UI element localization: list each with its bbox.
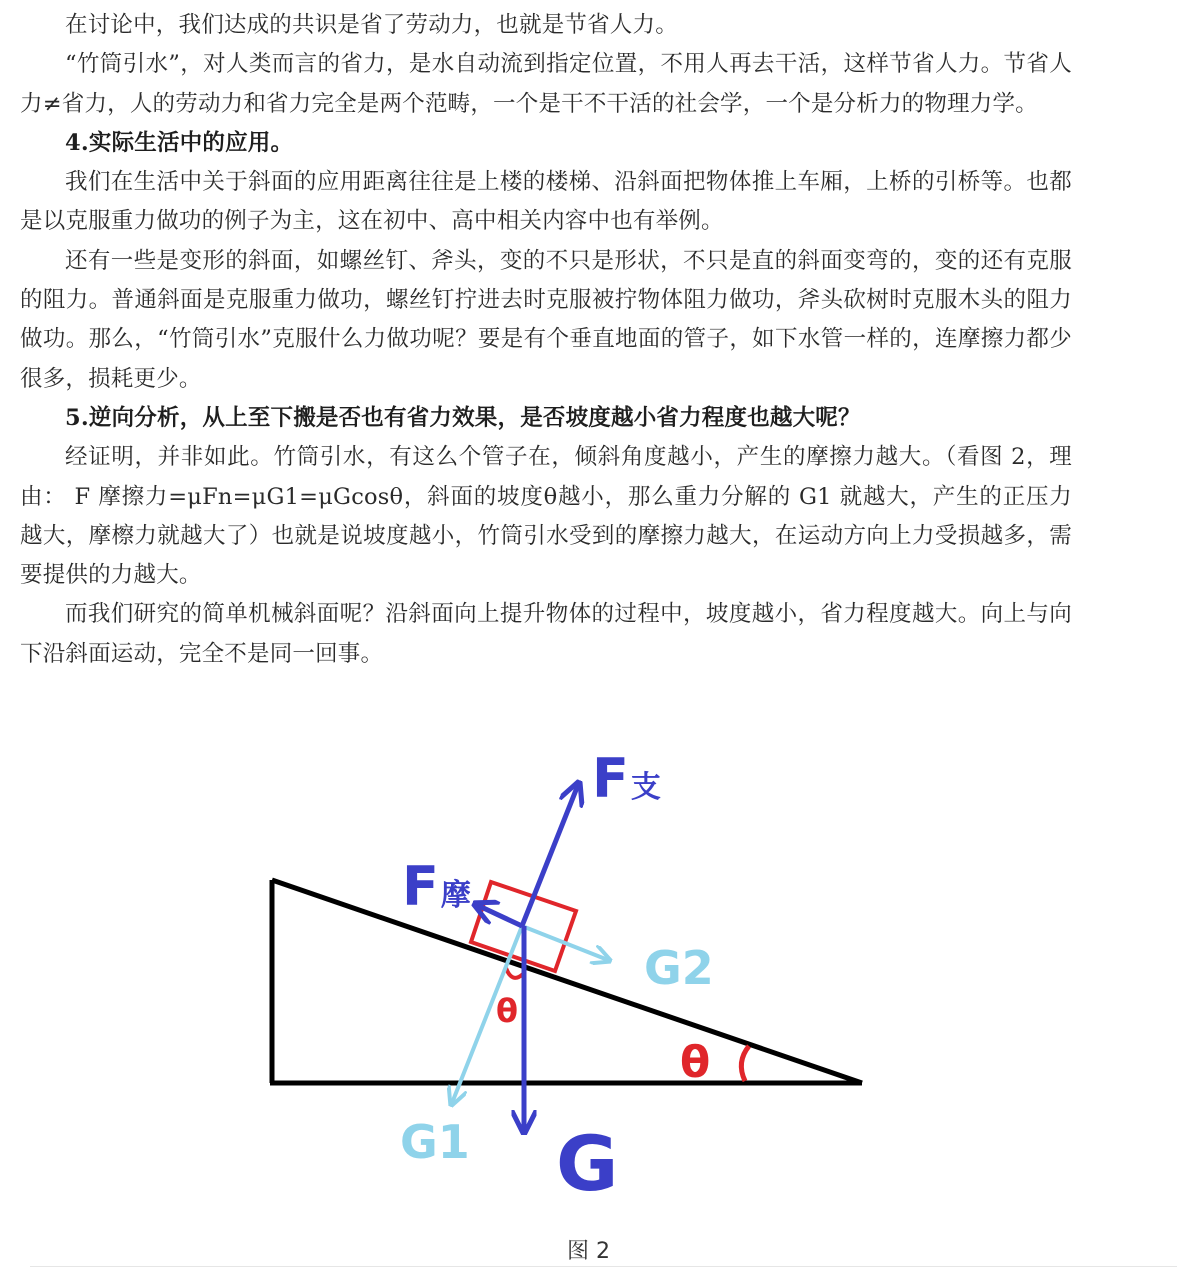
gravity-label: G [556,1119,619,1200]
g1-label: G1 [400,1115,470,1169]
section-heading: 4.实际生活中的应用。 [65,129,294,156]
support-force-arrow [522,785,578,926]
support-force-label: F支 [592,747,661,810]
theta-small-label: θ [496,992,518,1030]
angle-arc-small [506,968,523,978]
paragraph: 还有一些是变形的斜面，如螺丝钉、斧头，变的不只是形状，不只是直的斜面变弯的，变的还有克服的阻力。普通斜面是克服重力做功，螺丝钉拧进去时克服被拧物体阻力做功，斧头砍树时克服木头的阻力做功。那么，“竹筒引水”克服什么力做功呢？要是有个垂直地面的管子，如下水管一样的，连摩擦力都少很多，损耗更少。 [20,247,1072,392]
page-divider [30,1266,1177,1267]
figure-caption: 图 2 [567,1239,610,1264]
g2-label: G2 [644,941,714,995]
incline-slope-edge [272,880,862,1083]
paragraph: “竹筒引水”，对人类而言的省力，是水自动流到指定位置，不用人再去干活，这样节省人力。节省人力≠省力，人的劳动力和省力完全是两个范畴，一个是干不干活的社会学，一个是分析力的物理力学。 [20,51,1072,117]
force-diagram [0,730,1177,1200]
paragraph: 经证明，并非如此。竹筒引水，有这么个管子在，倾斜角度越小，产生的摩擦力越大。（看图 2，理由： F 摩擦力=μFn=μG1=μGcosθ，斜面的坡度θ越小，那么重力分解的 G1 就越大，产生的正压力越大，摩檫力就越大了）也就是说坡度越小，竹筒引水受到的摩擦力越大，在运动方向上力受损越多，需要提供的力越大。 [20,444,1072,589]
theta-large-label: θ [680,1037,711,1088]
article-body [20,6,1072,674]
incline-triangle [270,880,862,1083]
angle-arc-large [741,1046,749,1081]
paragraph: 而我们研究的简单机械斜面呢？沿斜面向上提升物体的过程中，坡度越小，省力程度越大。向上与向下沿斜面运动，完全不是同一回事。 [20,601,1072,667]
friction-force-arrow [477,905,522,926]
friction-force-label: F摩 [402,855,471,918]
paragraph: 在讨论中，我们达成的共识是省了劳动力，也就是节省人力。 [65,12,678,38]
g2-arrow [522,926,608,960]
paragraph: 我们在生活中关于斜面的应用距离往往是上楼的楼梯、沿斜面把物体推上车厢，上桥的引桥等。也都是以克服重力做功的例子为主，这在初中、高中相关内容中也有举例。 [20,169,1072,235]
section-heading: 5.逆向分析，从上至下搬是否也有省力效果，是否坡度越小省力程度也越大呢？ [65,404,861,431]
